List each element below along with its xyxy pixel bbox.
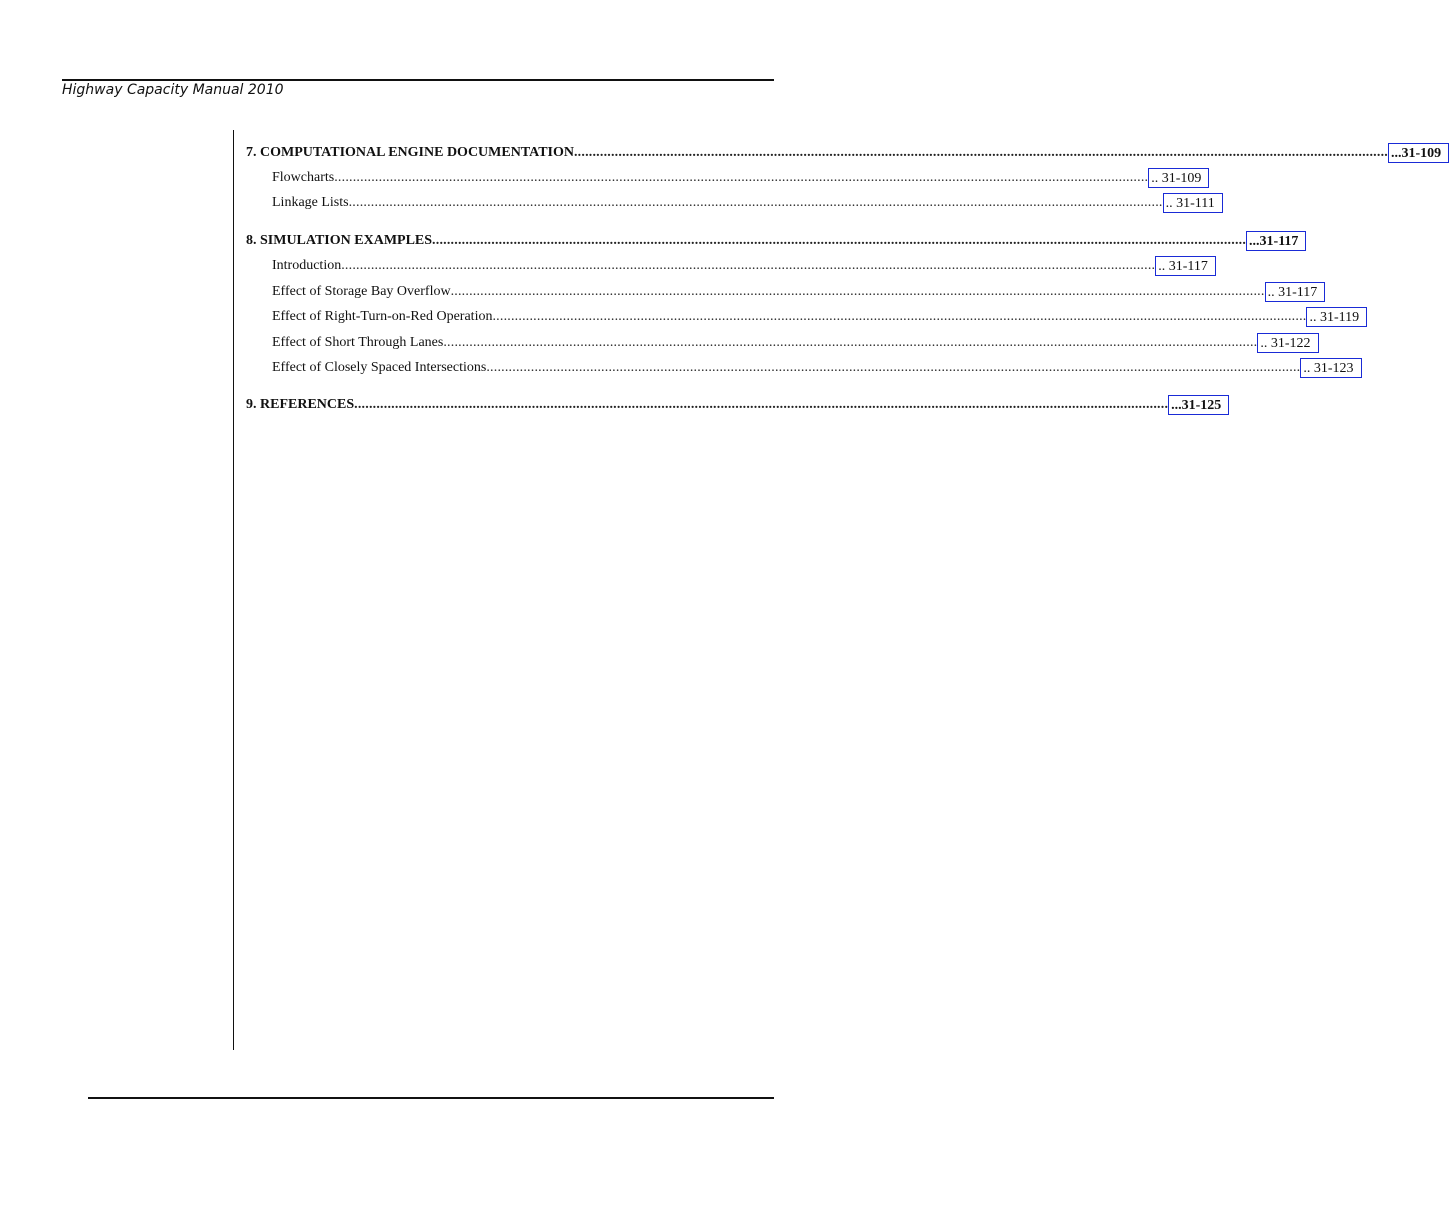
toc-section-9[interactable] — [246, 393, 1222, 417]
dot-leader: ............................................................................................................................................................................................................................ — [334, 170, 1149, 185]
toc-item-closely-spaced-intersections[interactable] — [246, 356, 1354, 380]
toc-item-linkage-lists[interactable] — [246, 191, 1215, 215]
toc-item-label: Effect of Short Through Lanes — [272, 335, 444, 350]
dot-leader: ............................................................................................................................................................................................................................ — [486, 360, 1301, 375]
toc-item-label: Linkage Lists — [272, 195, 349, 210]
toc-item-label: Effect of Closely Spaced Intersections — [272, 360, 487, 375]
toc-section-label: 9. REFERENCES — [246, 397, 355, 412]
toc-page-link[interactable]: .. 31-111 — [1163, 193, 1223, 213]
margin-rule — [233, 130, 234, 1050]
dot-leader: ............................................................................................................................................................................................................................ — [492, 309, 1307, 324]
dot-leader: ............................................................................................................................................................................................................................ — [354, 397, 1169, 412]
toc-page-link[interactable]: ...31-117 — [1246, 231, 1306, 251]
toc-page-link[interactable]: .. 31-117 — [1265, 282, 1326, 302]
dot-leader: ............................................................................................................................................................................................................................ — [443, 335, 1258, 350]
toc-page-link[interactable]: ...31-125 — [1168, 395, 1229, 415]
dot-leader: ............................................................................................................................................................................................................................ — [341, 258, 1156, 273]
toc-item-storage-bay-overflow[interactable] — [246, 280, 1318, 304]
toc-item-label: Introduction — [272, 258, 342, 273]
toc-page-link[interactable]: ...31-109 — [1388, 143, 1449, 163]
toc-page-link[interactable]: .. 31-122 — [1257, 333, 1318, 353]
toc-section-label: 8. SIMULATION EXAMPLES — [246, 233, 433, 248]
toc-item-label: Effect of Storage Bay Overflow — [272, 284, 451, 299]
dot-leader: ............................................................................................................................................................................................................................ — [432, 233, 1247, 248]
toc-section-7[interactable] — [246, 141, 1442, 165]
footer-rule — [88, 1097, 774, 1099]
toc-page-link[interactable]: .. 31-123 — [1300, 358, 1361, 378]
dot-leader: ............................................................................................................................................................................................................................ — [450, 284, 1265, 299]
dot-leader: ............................................................................................................................................................................................................................ — [348, 195, 1163, 210]
header-rule — [62, 79, 774, 81]
toc-item-right-turn-on-red[interactable] — [246, 305, 1360, 329]
toc-page-link[interactable]: .. 31-117 — [1155, 256, 1216, 276]
toc-page-link[interactable]: .. 31-119 — [1306, 307, 1367, 327]
toc-item-label: Effect of Right-Turn-on-Red Operation — [272, 309, 493, 324]
toc-item-introduction[interactable] — [246, 254, 1208, 278]
running-header-title: Highway Capacity Manual 2010 — [62, 82, 284, 98]
toc-section-label: 7. COMPUTATIONAL ENGINE DOCUMENTATION — [246, 145, 574, 160]
toc-section-8[interactable] — [246, 229, 1299, 253]
toc-page-link[interactable]: .. 31-109 — [1148, 168, 1209, 188]
toc-item-flowcharts[interactable] — [246, 166, 1202, 190]
toc-item-short-through-lanes[interactable] — [246, 331, 1311, 355]
dot-leader: ............................................................................................................................................................................................................................ — [573, 145, 1388, 160]
toc-item-label: Flowcharts — [272, 170, 335, 185]
